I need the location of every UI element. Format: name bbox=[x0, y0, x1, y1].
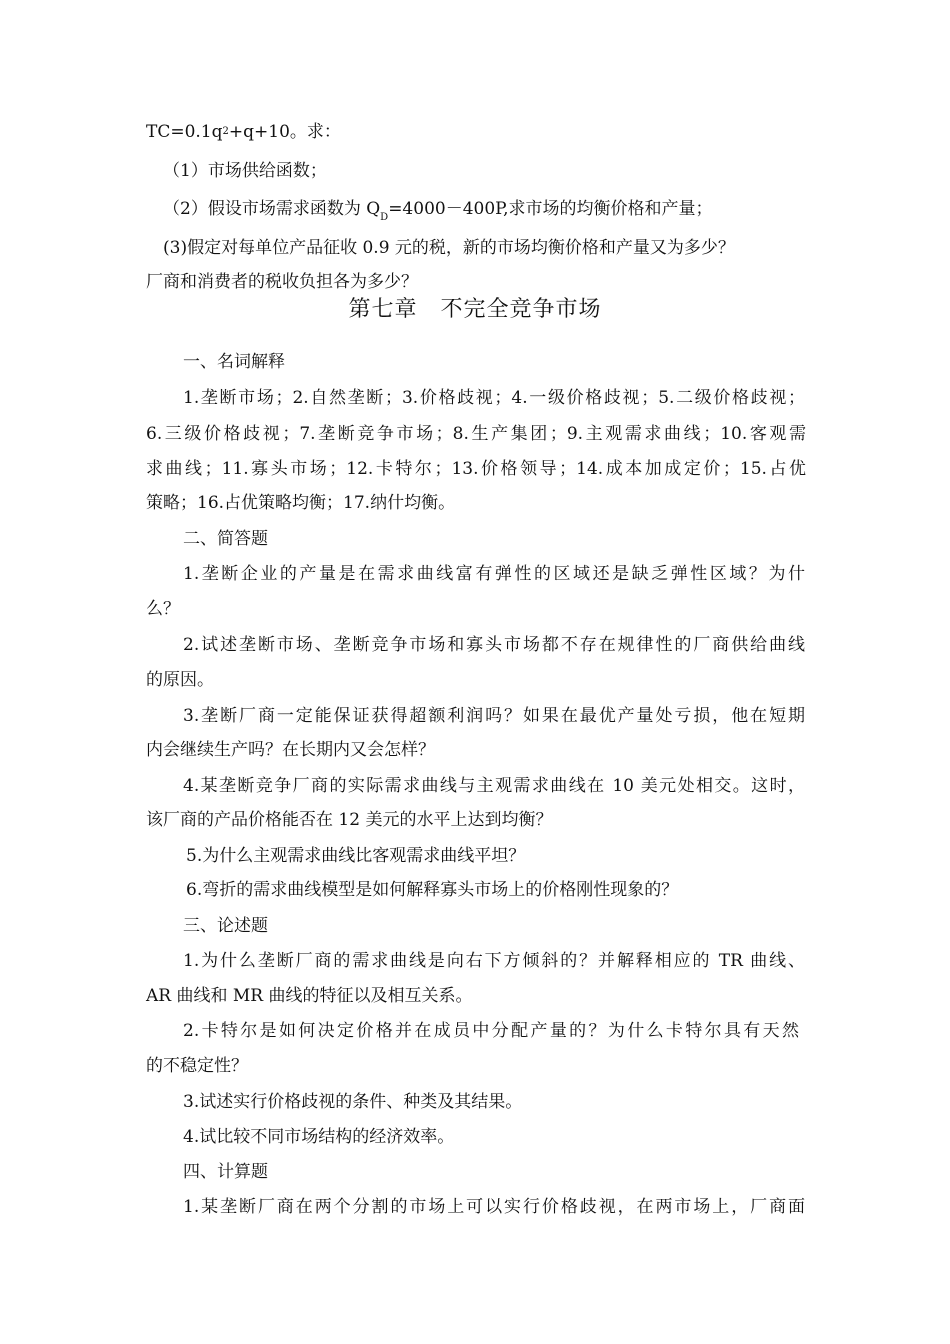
short-answer-item: 3.垄断厂商一定能保证获得超额利润吗？如果在最优产量处亏损，他在短期 bbox=[183, 706, 805, 726]
prev-question-2 bbox=[163, 197, 713, 230]
short-answer-item-cont: 的原因。 bbox=[146, 670, 214, 690]
short-answer-item: 1.垄断企业的产量是在需求曲线富有弹性的区域还是缺乏弹性区域？为什 bbox=[183, 564, 805, 584]
chapter-title: 第七章 不完全竞争市场 bbox=[348, 297, 602, 322]
calculation-item: 1.某垄断厂商在两个分割的市场上可以实行价格歧视，在两市场上，厂商面 bbox=[183, 1197, 805, 1217]
terms-line: 1.垄断市场；2.自然垄断；3.价格歧视；4.一级价格歧视；5.二级价格歧视； bbox=[183, 388, 805, 408]
short-answer-item: 5.为什么主观需求曲线比客观需求曲线平坦？ bbox=[186, 846, 526, 866]
tc-prefix: TC=0.1q bbox=[146, 122, 223, 142]
essay-item-cont: 的不稳定性？ bbox=[146, 1056, 248, 1076]
q2-prefix: （2）假设市场需求函数为 Q bbox=[163, 199, 381, 219]
section-heading-calculation: 四、计算题 bbox=[183, 1162, 268, 1182]
essay-item-cont: AR 曲线和 MR 曲线的特征以及相互关系。 bbox=[146, 986, 473, 1006]
q2-subscript: D bbox=[380, 212, 389, 223]
short-answer-item: 2.试述垄断市场、垄断竞争市场和寡头市场都不存在规律性的厂商供给曲线 bbox=[183, 635, 805, 655]
essay-item: 4.试比较不同市场结构的经济效率。 bbox=[183, 1127, 455, 1147]
prev-question-1: （1）市场供给函数； bbox=[163, 161, 327, 181]
tc-suffix: +q+10。求： bbox=[228, 122, 341, 142]
terms-line: 求曲线；11.寡头市场；12.卡特尔；13.价格领导；14.成本加成定价；15.占优 bbox=[146, 459, 806, 479]
tc-equation-line bbox=[146, 120, 341, 144]
short-answer-item-cont: 内会继续生产吗？在长期内又会怎样？ bbox=[146, 740, 435, 760]
q2-suffix: =4000－400P,求市场的均衡价格和产量； bbox=[388, 199, 713, 219]
essay-item: 1.为什么垄断厂商的需求曲线是向右下方倾斜的？并解释相应的 TR 曲线、 bbox=[183, 951, 805, 971]
short-answer-item: 6.弯折的需求曲线模型是如何解释寡头市场上的价格刚性现象的？ bbox=[186, 880, 679, 900]
essay-item: 2.卡特尔是如何决定价格并在成员中分配产量的？为什么卡特尔具有天然 bbox=[183, 1021, 799, 1041]
section-heading-short-answer: 二、简答题 bbox=[183, 529, 268, 549]
prev-question-3-line1: (3)假定对每单位产品征收 0.9 元的税，新的市场均衡价格和产量又为多少？ bbox=[163, 238, 735, 258]
prev-question-3-line2: 厂商和消费者的税收负担各为多少？ bbox=[146, 272, 418, 292]
section-heading-essay: 三、论述题 bbox=[183, 916, 268, 936]
section-heading-terms: 一、名词解释 bbox=[183, 352, 285, 372]
short-answer-item-cont: 该厂商的产品价格能否在 12 美元的水平上达到均衡？ bbox=[146, 810, 553, 830]
terms-line: 6.三级价格歧视；7.垄断竞争市场；8.生产集团；9.主观需求曲线；10.客观需 bbox=[146, 424, 806, 444]
short-answer-item: 4.某垄断竞争厂商的实际需求曲线与主观需求曲线在 10 美元处相交。这时， bbox=[183, 776, 805, 796]
terms-line: 策略；16.占优策略均衡；17.纳什均衡。 bbox=[146, 493, 456, 513]
essay-item: 3.试述实行价格歧视的条件、种类及其结果。 bbox=[183, 1092, 523, 1112]
tc-exponent: 2 bbox=[222, 126, 229, 137]
short-answer-item-cont: 么？ bbox=[146, 599, 180, 619]
